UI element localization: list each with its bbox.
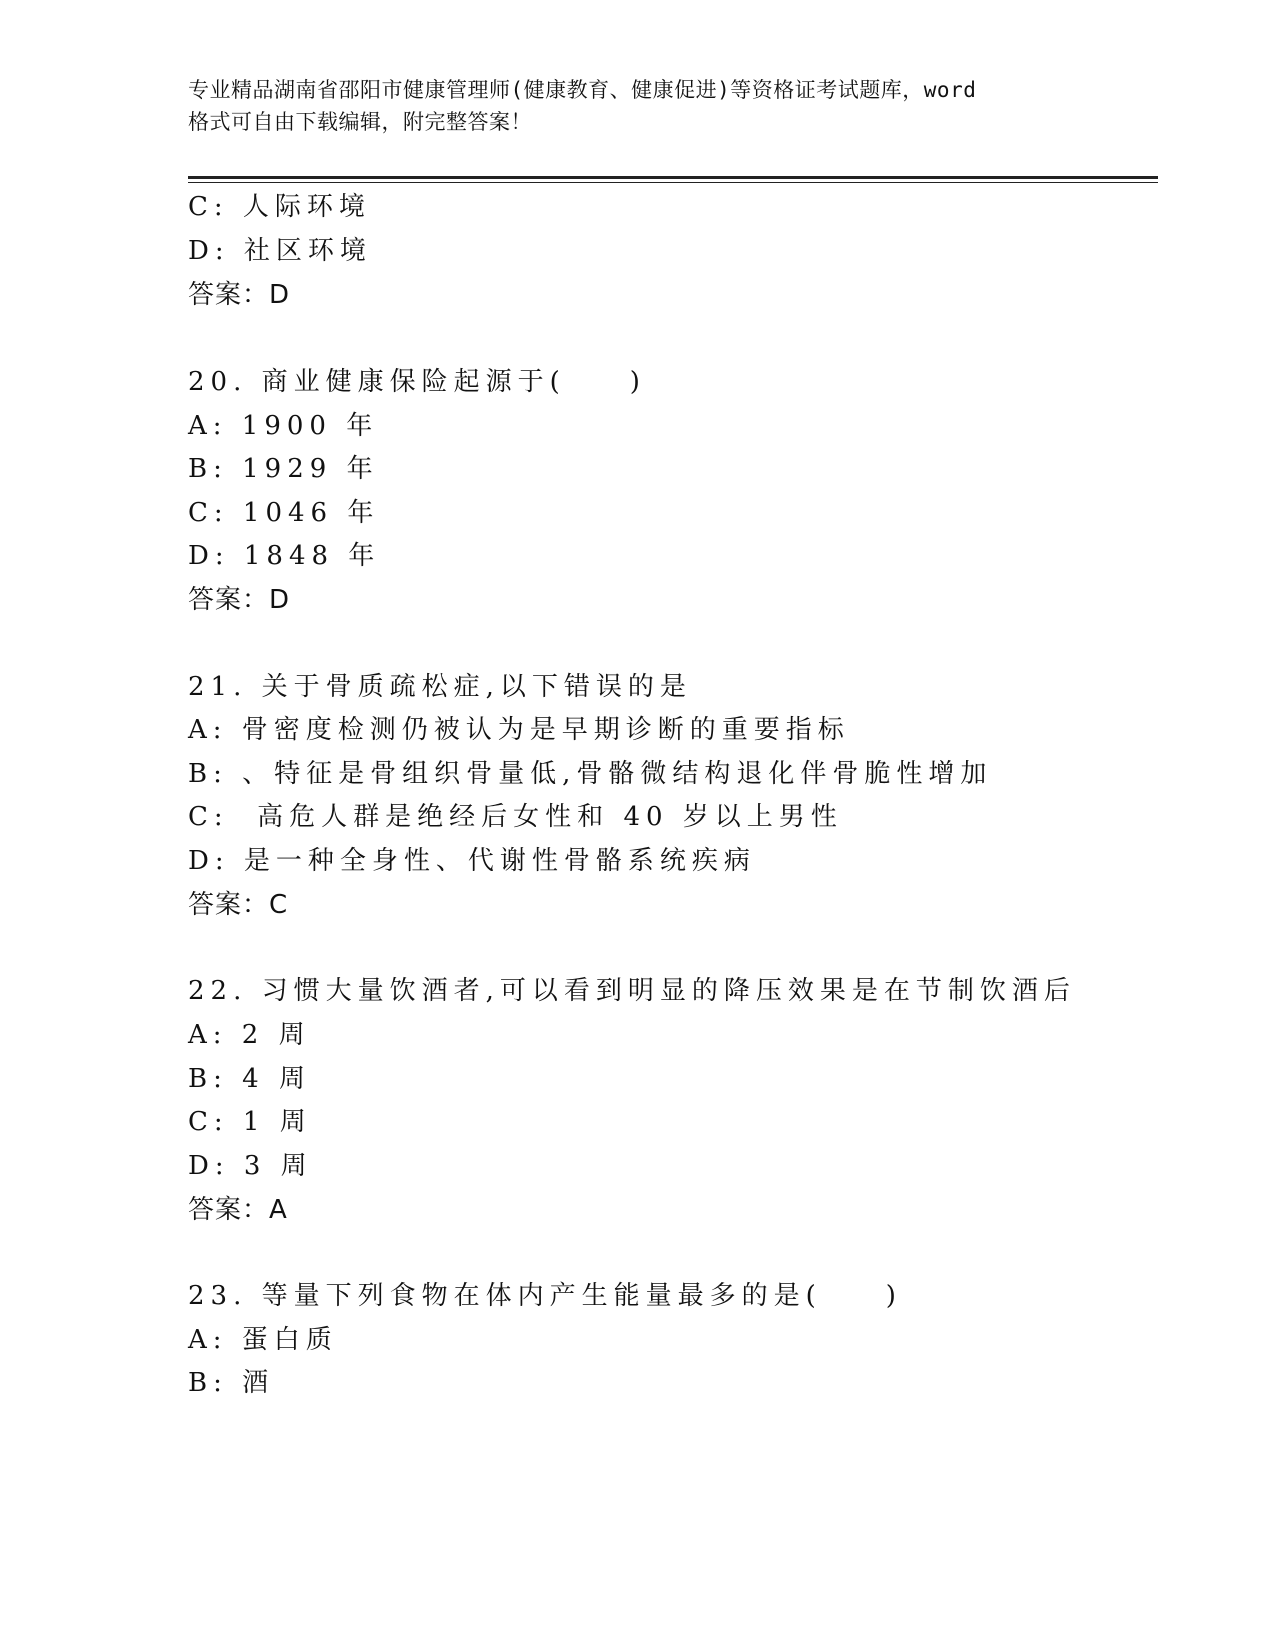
option-d: D: 1848 年 (188, 541, 381, 571)
question-stem: 22. 习惯大量饮酒者,可以看到明显的降压效果是在节制饮酒后 (188, 976, 1076, 1006)
option-d: D: 社区环境 (188, 236, 372, 266)
option-a: A: 1900 年 (188, 411, 379, 441)
option-a: A: 2 周 (188, 1020, 311, 1050)
document-header (188, 74, 1088, 138)
answer-line: 答案：A (188, 1195, 288, 1225)
option-c: C: 人际环境 (188, 192, 371, 222)
header-line-1: 专业精品湖南省邵阳市健康管理师(健康教育、健康促进)等资格证考试题库，word (188, 78, 977, 102)
option-b: B: 4 周 (188, 1064, 311, 1094)
option-a: A: 骨密度检测仍被认为是早期诊断的重要指标 (188, 715, 850, 745)
option-c: C: 高危人群是绝经后女性和 40 岁以上男性 (188, 802, 843, 832)
question-stem: 23. 等量下列食物在体内产生能量最多的是( ) (188, 1281, 902, 1311)
header-divider-thick (188, 176, 1158, 179)
header-line-2: 格式可自由下载编辑，附完整答案！ (188, 110, 532, 134)
answer-line: 答案：D (188, 585, 291, 615)
header-divider-thin (188, 182, 1158, 183)
question-stem: 21. 关于骨质疏松症,以下错误的是 (188, 672, 692, 702)
option-b: B: 1929 年 (188, 454, 379, 484)
option-b: B: 酒 (188, 1368, 275, 1398)
option-c: C: 1046 年 (188, 498, 380, 528)
option-a: A: 蛋白质 (188, 1325, 338, 1355)
option-d: D: 是一种全身性、代谢性骨骼系统疾病 (188, 846, 756, 876)
question-stem: 20. 商业健康保险起源于( ) (188, 367, 646, 397)
answer-line: 答案：D (188, 280, 291, 310)
answer-line: 答案：C (188, 890, 289, 920)
option-c: C: 1 周 (188, 1107, 312, 1137)
option-d: D: 3 周 (188, 1151, 313, 1181)
option-b: B: 、特征是骨组织骨量低,骨骼微结构退化伴骨脆性增加 (188, 759, 993, 789)
